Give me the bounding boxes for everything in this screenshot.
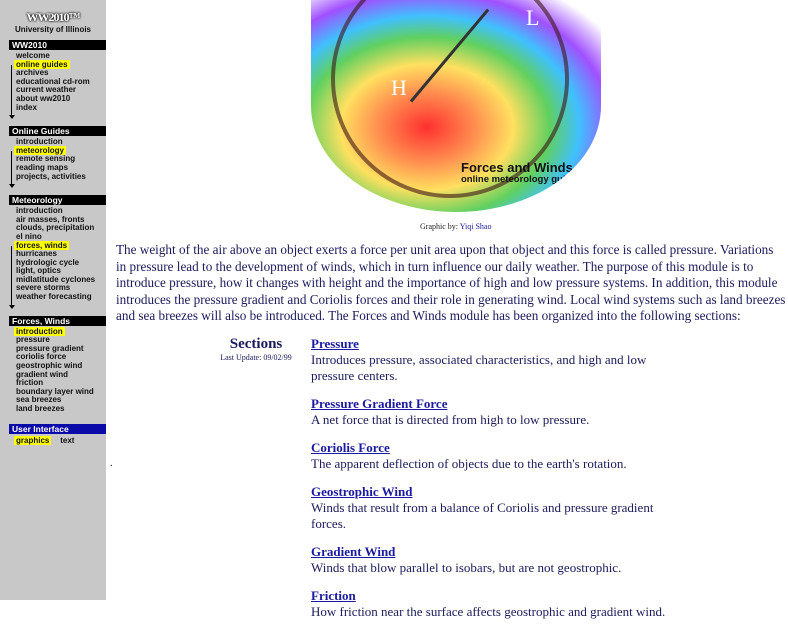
nav-item-label: educational cd-rom	[16, 76, 90, 86]
nav-item-label: el nino	[16, 231, 42, 241]
nav-item-label: introduction	[16, 206, 63, 216]
ui-graphics-link[interactable]: graphics	[16, 435, 50, 445]
section-link-coriolis-force[interactable]: Coriolis Force	[311, 440, 390, 455]
nav-item-index[interactable]	[16, 104, 106, 113]
section-link-gradient-wind[interactable]: Gradient Wind	[311, 544, 396, 559]
high-pressure-label: H	[391, 75, 407, 100]
logo-title: WW2010™	[26, 10, 80, 24]
nav-item-label: severe storms	[16, 283, 71, 293]
forces-winds-banner	[311, 0, 601, 212]
nav-item-label: boundary layer wind	[16, 386, 94, 396]
section-description: The apparent deflection of objects due to the earth's rotation.	[311, 456, 627, 471]
low-pressure-label: L	[526, 5, 540, 30]
nav-item-label: meteorology	[16, 145, 65, 155]
section-item	[311, 484, 691, 532]
nav-item-projects-activities[interactable]	[16, 173, 106, 182]
nav-group	[0, 52, 106, 120]
nav-header-ww2010: WW2010	[9, 40, 106, 50]
nav-item-label: geostrophic wind	[16, 361, 83, 371]
nav-item-label: remote sensing	[16, 154, 76, 164]
nav-item-label: light, optics	[16, 266, 61, 276]
nav-item-label: clouds, precipitation	[16, 223, 95, 233]
section-description: How friction near the surface affects geostrophic and gradient wind.	[311, 604, 666, 619]
ui-text-link[interactable]: text	[60, 435, 75, 445]
nav-group	[0, 138, 106, 189]
nav-item-label: about ww2010	[16, 93, 71, 103]
section-item	[311, 544, 691, 576]
section-item	[311, 336, 691, 384]
credit-label: Graphic by:	[420, 222, 458, 231]
nav-item-label: land breezes	[16, 404, 65, 413]
nav-item-label: projects, activities	[16, 171, 86, 181]
nav-item-label: hurricanes	[16, 249, 57, 259]
logo-subtitle: University of Illinois	[14, 25, 91, 34]
section-item	[311, 396, 691, 428]
nav-group	[0, 328, 106, 414]
nav-item-land-breezes[interactable]	[16, 405, 106, 414]
sidebar	[0, 0, 106, 600]
nav-item-label: sea breezes	[16, 395, 62, 405]
nav-header-forces-winds: Forces, Winds	[9, 316, 106, 326]
nav-item-label: gradient wind	[16, 369, 68, 379]
nav-item-label: introduction	[16, 137, 63, 147]
nav-arrow-icon	[11, 151, 12, 185]
section-description: A net force that is directed from high to low pressure.	[311, 412, 590, 427]
nav-item-label: reading maps	[16, 162, 69, 172]
section-description: Winds that blow parallel to isobars, but are not geostrophic.	[311, 560, 622, 575]
nav-item-label: introduction	[16, 326, 63, 336]
nav-item-label: weather forecasting	[16, 292, 92, 302]
credit-author-link[interactable]: Yiqi Shao	[459, 222, 492, 231]
sections-list	[311, 336, 691, 632]
nav-item-label: friction	[16, 378, 44, 388]
nav-header-user-interface: User Interface	[9, 424, 106, 434]
nav-item-label: air masses, fronts	[16, 214, 85, 224]
sections-heading	[216, 336, 296, 362]
nav-item-label: current weather	[16, 85, 77, 95]
dot: .	[110, 458, 113, 469]
nav-group	[0, 207, 106, 310]
section-link-geostrophic-wind[interactable]: Geostrophic Wind	[311, 484, 413, 499]
nav-arrow-icon	[11, 246, 12, 306]
section-description: Introduces pressure, associated characteristics, and high and low pressure centers.	[311, 352, 647, 383]
graphic-credit	[420, 222, 491, 231]
nav-item-label: hydrologic cycle	[16, 257, 80, 267]
section-link-pressure-gradient-force[interactable]: Pressure Gradient Force	[311, 396, 448, 411]
banner-subtitle: online meteorology guide	[461, 174, 577, 185]
nav-item-label: welcome	[16, 51, 50, 60]
nav-header-online-guides: Online Guides	[9, 126, 106, 136]
section-description: Winds that result from a balance of Coriolis and pressure gradient forces.	[311, 500, 654, 531]
last-update: Last Update: 09/02/99	[220, 353, 292, 362]
nav-header-meteorology: Meteorology	[9, 195, 106, 205]
nav-item-label: midlatitude cyclones	[16, 274, 96, 284]
nav-item-label: archives	[16, 68, 49, 78]
nav-item-label: online guides	[16, 59, 68, 69]
banner-title: Forces and Winds	[461, 160, 573, 175]
nav-item-label: forces, winds	[16, 240, 68, 250]
section-item	[311, 588, 691, 620]
nav-item-label: pressure gradient	[16, 343, 84, 353]
section-link-friction[interactable]: Friction	[311, 588, 356, 603]
nav-item-label: index	[16, 102, 37, 112]
section-item	[311, 440, 691, 472]
nav-item-weather-forecasting[interactable]	[16, 293, 106, 302]
nav-item-label: coriolis force	[16, 352, 67, 362]
intro-paragraph: The weight of the air above an object exerts a force per unit area upon that object and this force is called pressure. Variations in pressure lead to the development of winds, which in turn influence our daily weather. The purpose of this module is to introduce pressure, how it changes with height and the importance of high and low pressure systems. In addition, this module introduces the pressure gradient and Coriolis forces and their role in generating wind. Local wind systems such as land breezes and sea breezes will also be introduced. The Forces and Winds module has been organized into the following sections:	[116, 242, 786, 323]
nav-arrow-icon	[11, 65, 12, 117]
nav-item-label: pressure	[16, 335, 50, 345]
section-link-pressure[interactable]: Pressure	[311, 336, 359, 351]
sections-title: Sections	[229, 336, 283, 352]
ww2010-logo[interactable]	[0, 10, 106, 34]
